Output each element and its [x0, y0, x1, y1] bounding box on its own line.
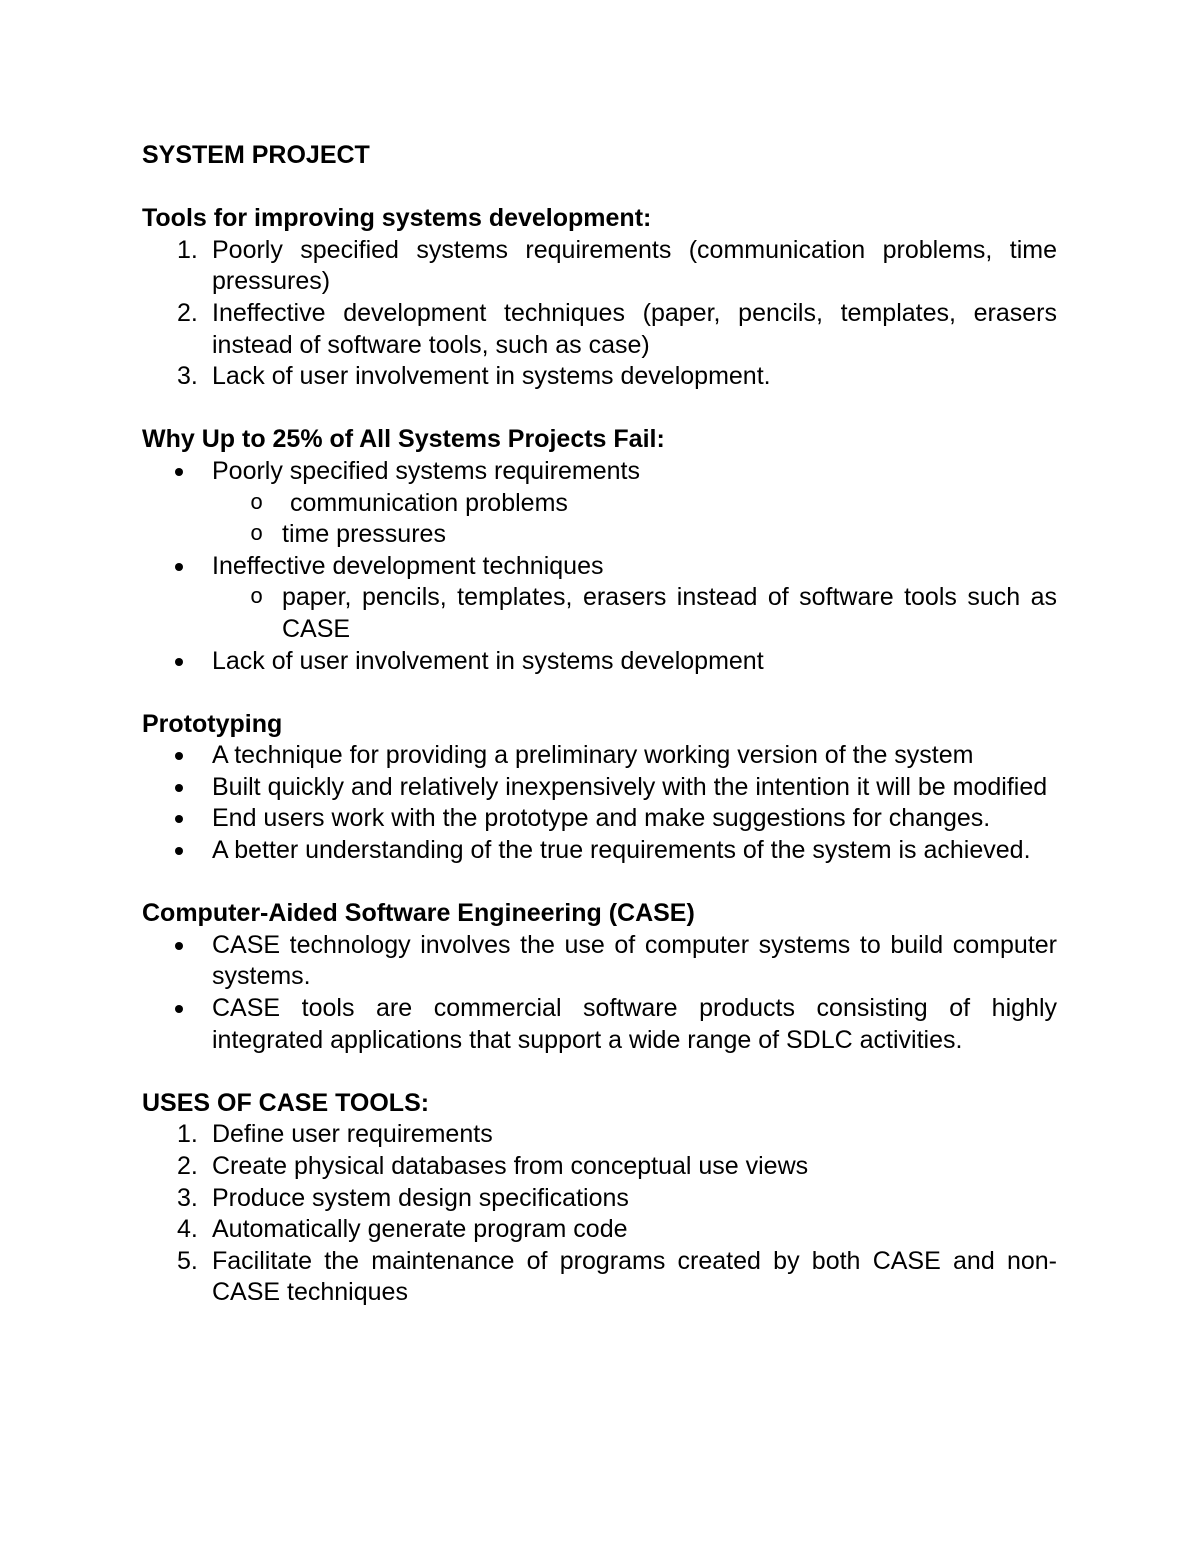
document-page: [142, 140, 1057, 1309]
list-item-text: Automatically generate program code: [212, 1215, 628, 1244]
list-item-text: Create physical databases from conceptual use views: [212, 1152, 809, 1180]
list-item: [142, 930, 1057, 993]
fail-section: [142, 424, 1057, 677]
list-item: [142, 361, 1057, 393]
list-item: [142, 772, 1057, 804]
list-item-text: CASE tools are commercial software products consisting of highly integrated applications that support a wide range of SDLC activities.: [212, 994, 1057, 1054]
bullet-icon: [175, 1005, 183, 1013]
list-item: [142, 646, 1057, 678]
list-item-text: Facilitate the maintenance of programs created by both CASE and non-CASE techniques: [212, 1246, 1057, 1307]
list-number: 3.: [177, 1183, 198, 1212]
list-item-text: CASE technology involves the use of computer systems to build computer systems.: [212, 930, 1057, 991]
uses-list: [142, 1119, 1057, 1309]
list-item: [142, 740, 1057, 772]
circle-bullet-icon: o: [250, 585, 264, 611]
list-item: [142, 551, 1057, 583]
bullet-icon: [175, 815, 183, 823]
document-title: SYSTEM PROJECT: [142, 141, 370, 169]
sub-list-item: [142, 519, 1057, 551]
list-item: [142, 1246, 1057, 1309]
list-number: 1.: [177, 235, 198, 264]
list-item-text: Ineffective development techniques: [212, 551, 604, 580]
list-item: [142, 1183, 1057, 1215]
sub-item-text: communication problems: [290, 488, 568, 517]
tools-heading: Tools for improving systems development:: [142, 204, 652, 233]
uses-heading: USES OF CASE TOOLS:: [142, 1088, 430, 1117]
list-number: 3.: [177, 362, 198, 391]
bullet-icon: [175, 942, 183, 950]
fail-heading: Why Up to 25% of All Systems Projects Fail:: [142, 425, 665, 454]
case-section: [142, 898, 1057, 1056]
list-item: [142, 993, 1057, 1056]
list-item-text: A technique for providing a preliminary working version of the system: [212, 741, 974, 770]
list-item-text: Lack of user involvement in systems development: [212, 646, 764, 675]
list-item-text: Ineffective development techniques (paper, pencils, templates, erasers instead of software tools, such as case): [212, 298, 1057, 359]
fail-list: [142, 456, 1057, 677]
list-number: 2.: [177, 298, 198, 327]
list-item-text: Poorly specified systems requirements (communication problems, time pressures): [212, 235, 1057, 296]
circle-bullet-icon: o: [250, 522, 264, 548]
list-item-text: Poorly specified systems requirements: [212, 456, 640, 485]
sub-list-item: [142, 582, 1057, 645]
list-number: 1.: [177, 1120, 198, 1149]
tools-section: [142, 203, 1057, 393]
sub-item-text: time pressures: [282, 520, 446, 549]
list-item: [142, 1119, 1057, 1151]
list-item-text: End users work with the prototype and make suggestions for changes.: [212, 804, 991, 833]
sub-item-text: paper, pencils, templates, erasers instead of software tools such as CASE: [282, 583, 1057, 643]
uses-section: [142, 1088, 1057, 1309]
list-item-text: Lack of user involvement in systems development.: [212, 362, 771, 391]
list-item-text: Define user requirements: [212, 1120, 493, 1149]
list-item-text: Produce system design specifications: [212, 1183, 629, 1212]
list-number: 5.: [177, 1246, 198, 1275]
list-item-text: Built quickly and relatively inexpensively with the intention it will be modified: [212, 772, 1048, 801]
list-number: 4.: [177, 1215, 198, 1244]
prototyping-heading: Prototyping: [142, 709, 283, 738]
list-item: [142, 1151, 1057, 1183]
list-item: [142, 1214, 1057, 1246]
case-list: [142, 930, 1057, 1056]
circle-bullet-icon: o: [250, 490, 264, 516]
list-item: [142, 235, 1057, 298]
list-item: [142, 803, 1057, 835]
list-item-text: A better understanding of the true requirements of the system is achieved.: [212, 836, 1031, 865]
list-item: [142, 456, 1057, 488]
bullet-icon: [175, 752, 183, 760]
prototyping-list: [142, 740, 1057, 866]
sub-list-item: [142, 488, 1057, 520]
bullet-icon: [175, 468, 183, 476]
list-item: [142, 298, 1057, 361]
list-item: [142, 835, 1057, 867]
bullet-icon: [175, 784, 183, 792]
prototyping-section: [142, 709, 1057, 867]
tools-list: [142, 235, 1057, 393]
bullet-icon: [175, 563, 183, 571]
case-heading: Computer-Aided Software Engineering (CASE): [142, 899, 695, 928]
bullet-icon: [175, 847, 183, 855]
bullet-icon: [175, 658, 183, 666]
list-number: 2.: [177, 1152, 198, 1180]
